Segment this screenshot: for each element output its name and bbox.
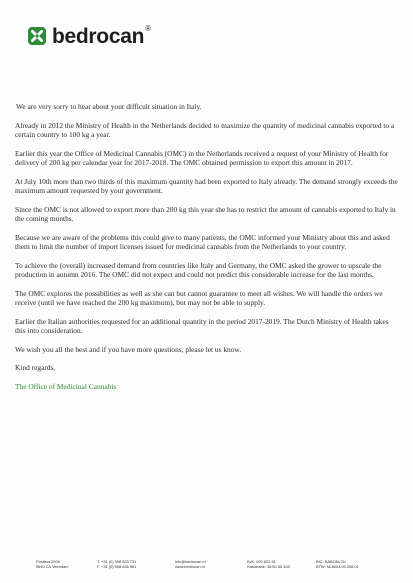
footer-contact: [175, 559, 206, 569]
letter-paragraph-1: We are very sorry to hear about your difficult situation in Italy.: [16, 102, 202, 111]
letter-paragraph-3: Earlier this year the Office of Medicinal Cannabis (OMC) in the Netherlands received a request of your Ministry of Health for delivery of 200 kg per calendar year for 2017-2018. The OMC obtained permission to export this amount in 2017.: [15, 148, 389, 167]
footer-btw: BTW: NL8004.00.258.01: [316, 564, 359, 569]
bedrocan-logo-mark-icon: [27, 26, 47, 46]
footer-address-line1: Postbus 2009: [36, 559, 60, 564]
letter-body: [15, 102, 399, 400]
footer-fax-number: F. +31 (0) 598 635 981: [97, 564, 137, 569]
footer-kvk: KvK: 020 622 51: [247, 559, 276, 564]
letter-paragraph-10: We wish you all the best and if you have more questions, please let us know.: [15, 344, 242, 354]
registered-mark: ®: [145, 24, 152, 33]
letter-paragraph-2: Already in 2012 the Ministry of Health in the Netherlands decided to maximize the quantity of medicinal cannabis exported to a certain country to 100 kg a year.: [15, 120, 395, 139]
footer-phone-number: T. +31 (0) 598 623 731: [97, 559, 137, 564]
footer-website-link[interactable]: www.bedrocan.nl: [175, 564, 205, 569]
letter-paragraph-8: The OMC explores the possibilities as well as she can but cannot guarantee to meet all wishes. We will handle the orders we receive (until we have reached the 200 kg maximum), but may not be able to supply.: [15, 288, 383, 307]
letter-paragraph-9: Earlier the Italian authorities requested for an additional quantity in the period 2017-2019. The Dutch Ministry of Health takes this into consideration.: [15, 316, 389, 335]
footer-registration: [247, 559, 290, 569]
letter-paragraph-6: Because we are aware of the problems this could give to many patients, the OMC informed your Ministry about this and asked them to limit the number of import licenses issued for medicinal cannabis from the Netherlands to your country.: [15, 232, 390, 251]
letter-paragraph-4: At July 10th more than two thirds of this maximum quantity had been exported to Italy already. The demand strongly exceeds the maximum amount requested by your government.: [15, 176, 398, 195]
footer-email-link[interactable]: info@bedrocan.nl: [175, 559, 206, 564]
footer-address: [36, 559, 68, 569]
bedrocan-logo: [27, 22, 151, 50]
letter-closing: Kind regards,: [15, 363, 56, 373]
footer-tax: [316, 559, 359, 569]
logo-text: bedrocan: [52, 24, 145, 48]
footer-bic: BIC: RABONL2U: [316, 559, 346, 564]
letter-paragraph-7: To achieve the (overall) increased demand from countries like Italy and Germany, the OMC asked the grower to upscale the production in autumn 2016. The OMC did not expect and could not predict this considerable increase for the last months.: [15, 260, 382, 279]
letter-signature: The Office of Medicinal Cannabis: [15, 381, 117, 391]
footer-bank: Rabobank: 36.50.55.108: [247, 564, 290, 569]
footer-phone: [97, 559, 136, 569]
letter-paragraph-5: Since the OMC is not allowed to export more than 200 kg this year she has to restrict the amount of cannabis exported to Italy in the coming months.: [15, 204, 396, 223]
footer-address-line2: 9640 CA Veendam: [36, 564, 69, 569]
letterhead-footer: [0, 559, 413, 579]
